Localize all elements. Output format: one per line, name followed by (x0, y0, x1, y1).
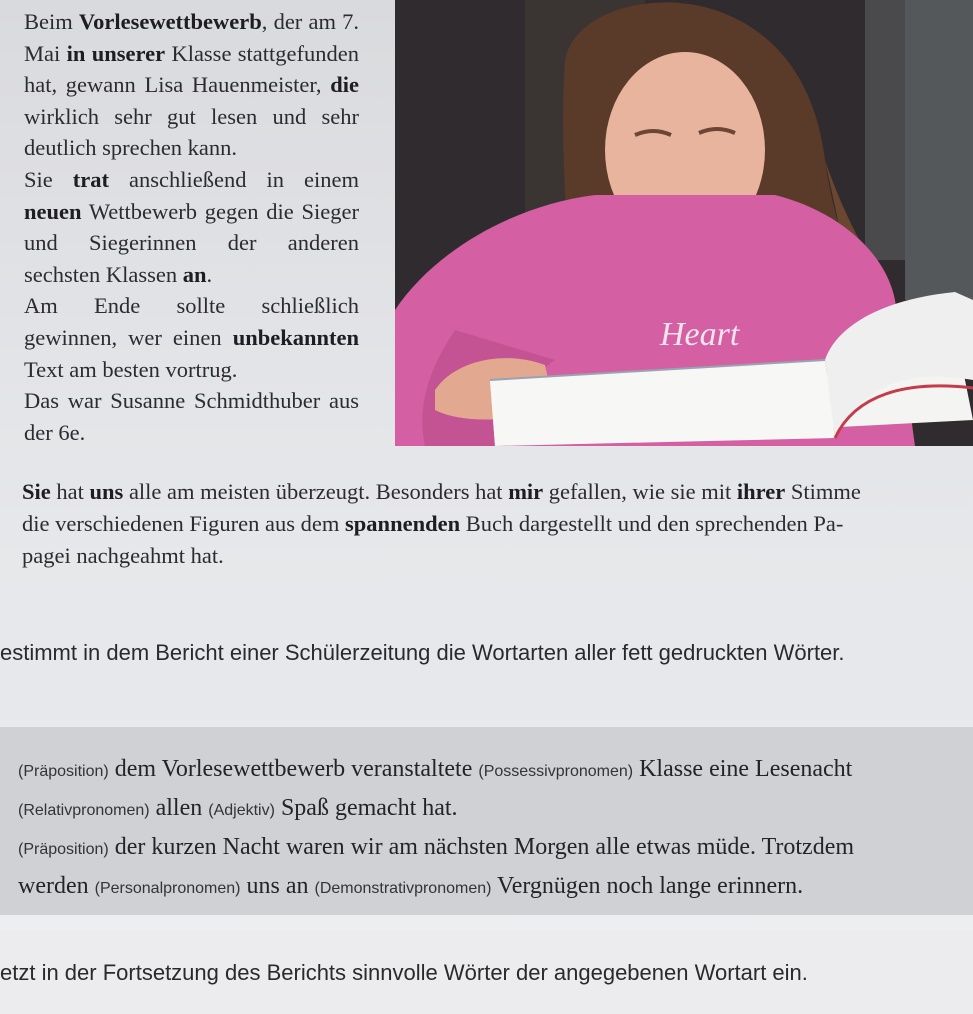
word-class-hint: (Adjektiv) (208, 802, 275, 819)
text-run: Text am besten vortrug. (24, 356, 238, 382)
bold-word: spannenden (345, 511, 461, 536)
report-paragraph (24, 385, 359, 448)
text-run: , der am 7. Mai (24, 9, 360, 66)
bold-word: die (330, 72, 359, 98)
text-run: Klasse stattgefunden hat, gewann Lisa Hauenmeister, (24, 40, 360, 98)
word-class-hint: (Possessivpronomen) (478, 763, 634, 780)
report-line (22, 508, 973, 540)
exercise-line (18, 790, 973, 829)
bold-word: in (66, 40, 86, 66)
bold-word: mir (508, 479, 544, 504)
report-paragraph (24, 290, 359, 385)
bold-word: unserer (91, 40, 166, 66)
bold-word: unbekannten (232, 324, 359, 350)
text-run: Das war Susanne Schmidthuber aus der 6e. (24, 388, 359, 445)
text-run: wirklich sehr gut lesen und sehr deutlich sprechen kann. (24, 103, 359, 161)
text-run: Stimme (785, 479, 861, 504)
text-run: Klasse eine Lesenacht (633, 756, 853, 782)
bold-word: uns (89, 479, 124, 504)
task-2-instruction: etzt in der Fortsetzung des Berichts sinnvolle Wörter der angegebenen Wortart ein. (0, 960, 808, 985)
report-paragraph (24, 6, 359, 164)
report-line (22, 540, 973, 572)
exercise-line (18, 829, 973, 868)
exercise-lines (18, 751, 973, 907)
text-run: Sie (24, 166, 73, 192)
text-run: der kurzen Nacht waren wir am nächsten Morgen alle etwas müde. Trotzdem (108, 834, 855, 860)
shirt-lettering: Heart (660, 316, 740, 353)
girl-reading-book-image (395, 0, 973, 446)
report-column-text (24, 6, 359, 448)
text-run: Vergnügen noch lange erinnern. (491, 873, 804, 899)
word-class-hint: (Präposition) (18, 763, 109, 780)
text-run: Buch dargestellt und den sprechenden Pa- (460, 511, 844, 536)
bold-word: ihrer (736, 479, 786, 504)
exercise-line (18, 868, 973, 907)
word-class-hint: (Präposition) (18, 841, 109, 858)
text-run: gefallen, wie sie mit (543, 479, 737, 504)
bold-word: Sie (22, 479, 51, 504)
text-run: dem Vorlesewettbewerb veranstaltete (108, 756, 479, 782)
text-run: Wettbewerb gegen die Sieger und Siegerinnen der anderen sechsten Klassen (24, 198, 359, 287)
photo-girl-reading (395, 0, 973, 446)
bold-word: Vorlesewettbewerb (78, 9, 262, 34)
word-class-hint: (Relativpronomen) (18, 802, 150, 819)
bold-word: an (182, 261, 207, 287)
report-paragraph (24, 164, 359, 290)
task-2-band (0, 930, 973, 1014)
text-run: allen (149, 795, 209, 821)
text-run: . (206, 261, 213, 287)
text-run: werden (18, 873, 95, 899)
report-full-width-text (22, 476, 973, 572)
text-run: Am Ende sollte schließlich gewinnen, wer einen (24, 293, 359, 350)
text-run: die verschiedenen Figuren aus dem (22, 511, 346, 536)
text-run: Spaß gemacht hat. (274, 795, 458, 821)
task-1-instruction: estimmt in dem Bericht einer Schülerzeitung die Wortarten aller fett gedruckten Wörter. (0, 640, 845, 665)
text-run: uns an (240, 873, 315, 899)
text-run: anschließend in einem (109, 166, 359, 192)
word-class-hint: (Demonstrativpronomen) (314, 880, 492, 897)
text-run: pagei nachgeahmt hat. (22, 543, 224, 568)
bold-word: trat (72, 166, 110, 192)
bold-word: neuen (24, 198, 82, 224)
word-class-hint: (Personalpronomen) (94, 880, 241, 897)
exercise-line (18, 751, 973, 790)
text-run: Beim (24, 9, 79, 34)
exercise-box (0, 727, 973, 915)
report-line (22, 476, 973, 508)
text-run: alle am meisten überzeugt. Besonders hat (123, 479, 509, 504)
task-1-band (0, 600, 973, 720)
text-run: hat (50, 479, 90, 504)
